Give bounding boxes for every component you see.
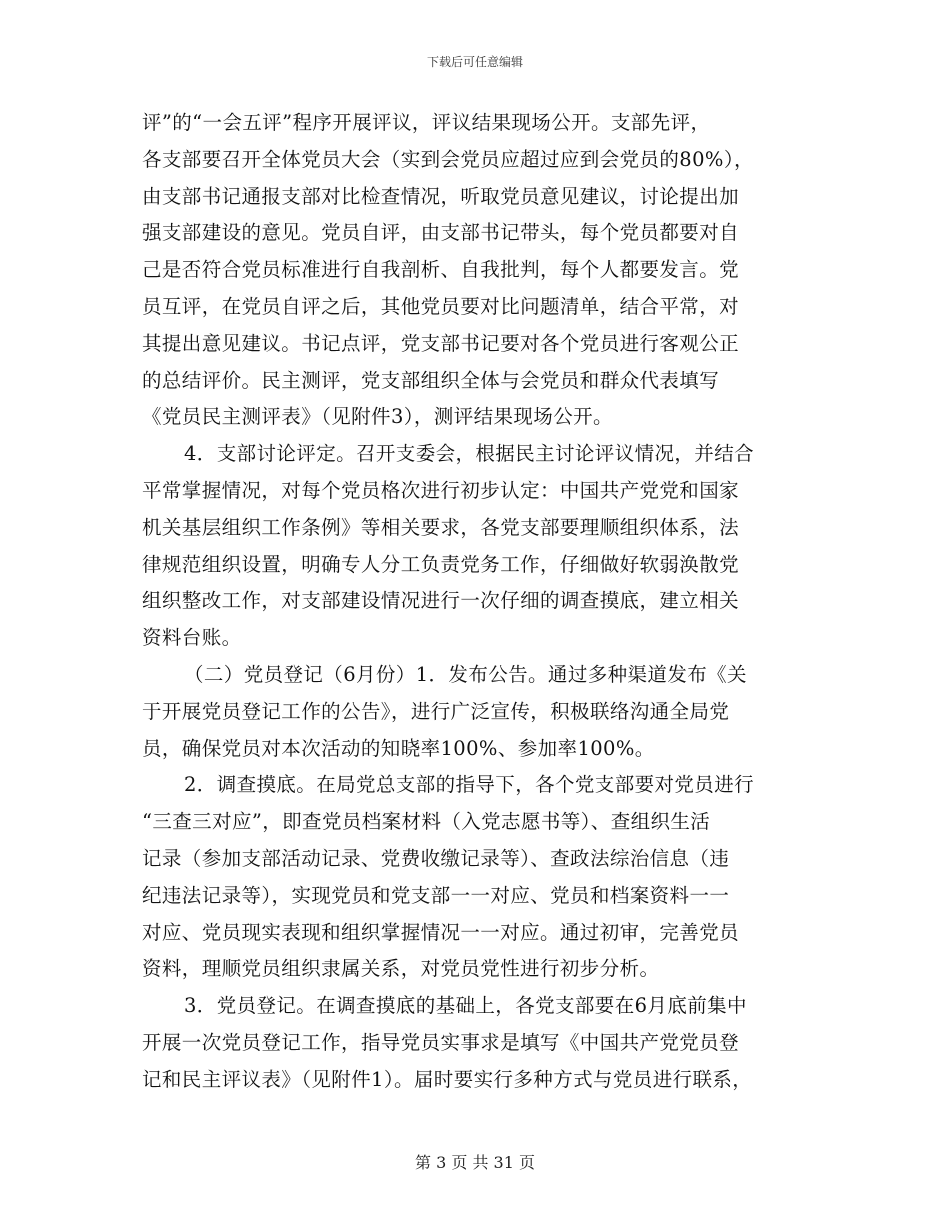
text-line: 的总结评价。民主测评，党支部组织全体与会党员和群众代表填写 [142,368,720,392]
text-line: 开展一次党员登记工作，指导党员实事求是填写《中国共产党党员登 [142,1030,740,1054]
text-line: “三查三对应”，即查党员档案材料（入党志愿书等）、查组织生活 [142,810,711,834]
body-text [142,105,827,1099]
text-line: 2．调查摸底。在局党总支部的指导下，各个党支部要对党员进行 [184,773,755,797]
text-line: 律规范组织设置，明确专人分工负责党务工作，仔细做好软弱涣散党 [142,552,740,576]
text-line: 对应、党员现实表现和组织掌握情况一一对应。通过初审，完善党员 [142,920,740,944]
text-line: 机关基层组织工作条例》等相关要求，各党支部要理顺组织体系，法 [142,515,740,539]
text-line: 评”的“一会五评”程序开展评议，评议结果现场公开。支部先评， [142,111,711,134]
text-line: 3．党员登记。在调查摸底的基础上，各党支部要在6月底前集中 [184,994,747,1018]
text-line: 资料，理顺党员组织隶属关系，对党员党性进行初步分析。 [142,957,660,981]
text-line: 员，确保党员对本次活动的知晓率100%、参加率100%。 [142,736,655,760]
text-line: 己是否符合党员标准进行自我剖析、自我批判，每个人都要发言。党 [142,258,740,282]
text-line: 组织整改工作，对支部建设情况进行一次仔细的调查摸底，建立相关 [142,589,740,613]
text-line: 平常掌握情况，对每个党员格次进行初步认定：中国共产党党和国家 [142,478,740,502]
page-number-footer: 第 3 页 共 31 页 [415,1153,535,1172]
page-header: 下载后可任意编辑 [426,55,523,69]
text-line: 员互评，在党员自评之后，其他党员要对比问题清单，结合平常，对 [142,294,740,318]
text-line: 资料台账。 [142,626,242,650]
text-line: 记录（参加支部活动记录、党费收缴记录等）、查政法综治信息（违 [142,846,730,870]
text-line: （二）党员登记（6月份）1．发布公告。通过多种渠道发布《关 [184,662,747,686]
text-line: 其提出意见建议。书记点评，党支部书记要对各个党员进行客观公正 [142,331,740,355]
text-line: 由支部书记通报支部对比检查情况，听取党员意见建议，讨论提出加 [142,184,740,208]
text-line: 各支部要召开全体党员大会（实到会党员应超过应到会党员的80%）， [142,147,754,171]
text-line: 于开展党员登记工作的公告》，进行广泛宣传，积极联络沟通全局党 [142,699,730,723]
text-line: 纪违法记录等），实现党员和党支部一一对应、党员和档案资料一一 [142,883,730,907]
text-line: 记和民主评议表》（见附件1）。届时要实行多种方式与党员进行联系， [142,1067,753,1091]
text-line: 4．支部讨论评定。召开支委会，根据民主讨论评议情况，并结合 [184,442,755,466]
text-line: 《党员民主测评表》（见附件3），测评结果现场公开。 [142,405,613,429]
text-line: 强支部建设的意见。党员自评，由支部书记带头，每个党员都要对自 [142,221,740,245]
